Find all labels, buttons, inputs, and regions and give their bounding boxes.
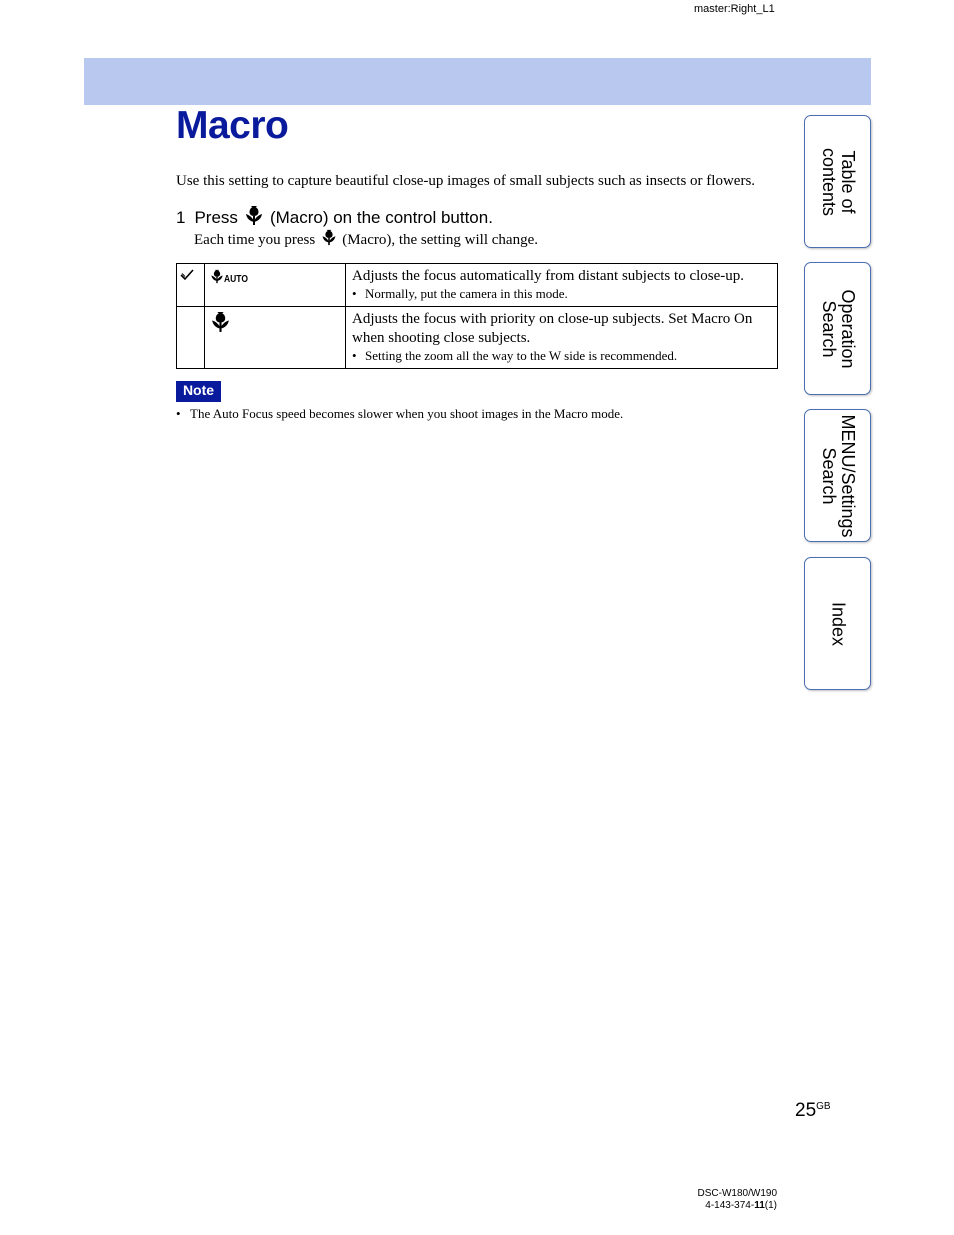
mode-description: Adjusts the focus automatically from distant subjects to close-up. (352, 268, 745, 284)
tab-label: Operation Search (818, 288, 858, 369)
default-mark-cell (177, 264, 205, 307)
tab-label: Table of contents (818, 147, 858, 216)
mode-description: Adjusts the focus with priority on close-up subjects. Set Macro On when shooting close subjects. (352, 311, 753, 346)
macro-on-icon (210, 320, 231, 337)
default-mark-cell (177, 307, 205, 369)
footer-code: 4-143-374-11(1) (705, 1200, 777, 1211)
tab-label: MENU/Settings Search (818, 413, 858, 538)
mode-bullet: • Normally, put the camera in this mode. (352, 286, 568, 301)
mode-icon-cell (205, 264, 346, 307)
mode-icon-cell (205, 307, 346, 369)
page-suffix: GB (816, 1101, 831, 1112)
tab-label: Index (828, 601, 848, 646)
note-text: • The Auto Focus speed becomes slower when you shoot images in the Macro mode. (176, 406, 624, 421)
page-number: $25^{GB}$ (795, 1100, 831, 1121)
mode-description-cell (346, 307, 778, 369)
step-1 (176, 205, 493, 231)
step-number: 1 (176, 208, 186, 227)
macro-icon (244, 205, 264, 231)
table-row (177, 307, 778, 369)
mode-bullet: • Setting the zoom all the way to the W side is recommended. (352, 348, 678, 363)
macro-modes-table (176, 263, 778, 369)
tab-table-of-contents[interactable] (804, 115, 871, 248)
footer-model-info (680, 1188, 777, 1212)
step-sub-after: (Macro), the setting will change. (342, 232, 538, 248)
macro-icon (321, 229, 337, 251)
macro-auto-icon (210, 268, 252, 285)
header-band (84, 58, 871, 105)
tab-menu-settings-search[interactable] (804, 409, 871, 542)
default-check-icon (180, 268, 194, 285)
step-press-text: Press (194, 208, 238, 227)
intro-text: Use this setting to capture beautiful close-up images of small subjects such as insects or flowers. (176, 173, 756, 189)
footer-model: DSC-W180/W190 (697, 1188, 777, 1199)
table-row (177, 264, 778, 307)
tab-operation-search[interactable] (804, 262, 871, 395)
page-title: Macro (176, 104, 289, 147)
note-badge: Note (176, 381, 221, 402)
step-rest-text: (Macro) on the control button. (269, 208, 493, 227)
master-label: master:Right_L1 (694, 3, 775, 15)
tab-index[interactable] (804, 557, 871, 690)
mode-description-cell (346, 264, 778, 307)
step-sub-before: Each time you press (194, 232, 316, 248)
step-1-detail (194, 229, 538, 251)
macro-auto-label: AUTO (224, 274, 248, 285)
